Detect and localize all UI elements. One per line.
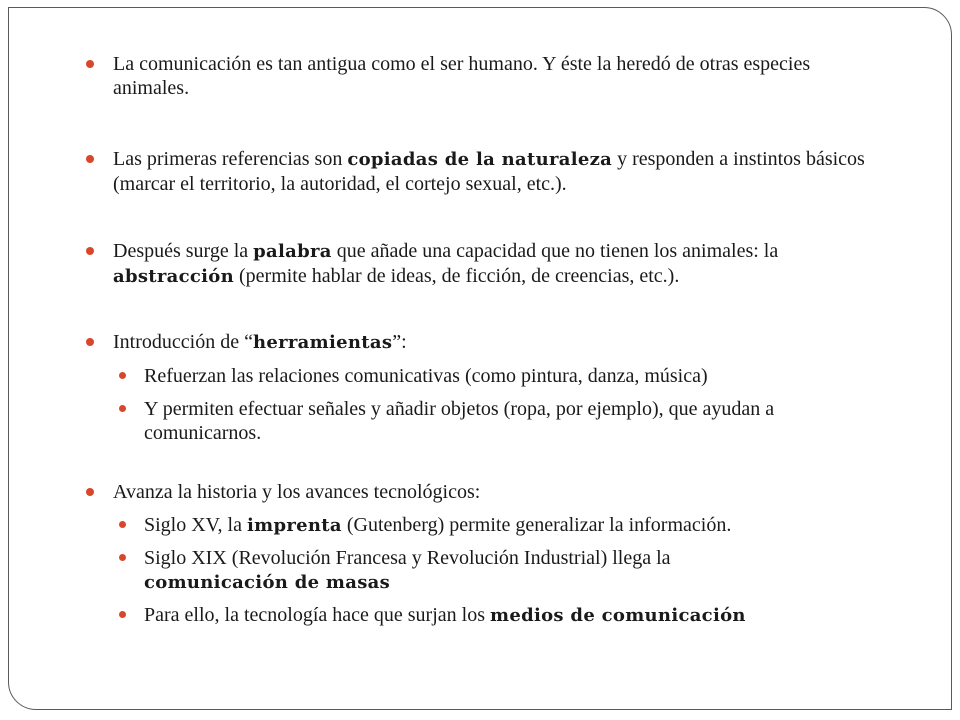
bullet-text: que añade una capacidad que no tienen los animales: la [331, 240, 779, 262]
bullet-b4a [144, 364, 864, 388]
bullet-text: Después surge la [113, 240, 254, 262]
bullet-dot [86, 338, 94, 346]
bullet-text: La comunicación es tan antigua como el ser humano. Y éste la heredó de otras especies animales. [113, 53, 811, 99]
bullet-text: Para ello, la tecnología hace que surjan los [144, 604, 490, 626]
bullet-text: (Gutenberg) permite generalizar la información. [341, 514, 732, 536]
bullet-dot [86, 60, 94, 68]
bullet-text: Y permiten efectuar señales y añadir objetos (ropa, por ejemplo), que ayudan a comunicarnos. [144, 398, 775, 444]
sub-bullet-dot [119, 554, 126, 561]
bullet-text: Siglo XV, la [144, 514, 247, 536]
sub-bullet-dot [119, 521, 126, 528]
bullet-b3 [113, 239, 873, 289]
bullet-b1 [113, 52, 873, 100]
bullet-b5 [113, 480, 873, 504]
bullet-text: Refuerzan las relaciones comunicativas (como pintura, danza, música) [144, 365, 708, 387]
emphasis-text: abstracción [113, 266, 234, 287]
emphasis-text: copiadas de la naturaleza [347, 149, 613, 170]
bullet-b5a [144, 513, 884, 538]
bullet-text: Siglo XIX (Revolución Francesa y Revolución Industrial) llega la [144, 547, 671, 569]
emphasis-text: medios de comunicación [490, 605, 746, 626]
bullet-text: y responden a instintos básicos (marcar el territorio, la autoridad, el cortejo sexual, etc.). [113, 148, 865, 195]
emphasis-text: palabra [253, 241, 332, 262]
bullet-text: Las primeras referencias son [113, 148, 348, 170]
sub-bullet-dot [119, 611, 126, 618]
bullet-text: Introducción de “ [113, 331, 253, 353]
bullet-b4b [144, 397, 844, 445]
bullet-text: Avanza la historia y los avances tecnológicos: [113, 481, 481, 503]
bullet-text: ”: [392, 331, 407, 353]
bullet-b4 [113, 330, 873, 355]
slide-frame [8, 7, 952, 710]
bullet-dot [86, 247, 94, 255]
bullet-dot [86, 155, 94, 163]
bullet-b5b [144, 546, 784, 595]
emphasis-text: imprenta [246, 515, 342, 536]
bullet-dot [86, 488, 94, 496]
sub-bullet-dot [119, 372, 126, 379]
emphasis-text: comunicación de masas [144, 572, 391, 593]
bullet-b2 [113, 147, 873, 196]
emphasis-text: herramientas [252, 332, 393, 353]
bullet-b5c [144, 603, 884, 628]
bullet-text: (permite hablar de ideas, de ficción, de creencias, etc.). [234, 265, 680, 287]
sub-bullet-dot [119, 405, 126, 412]
